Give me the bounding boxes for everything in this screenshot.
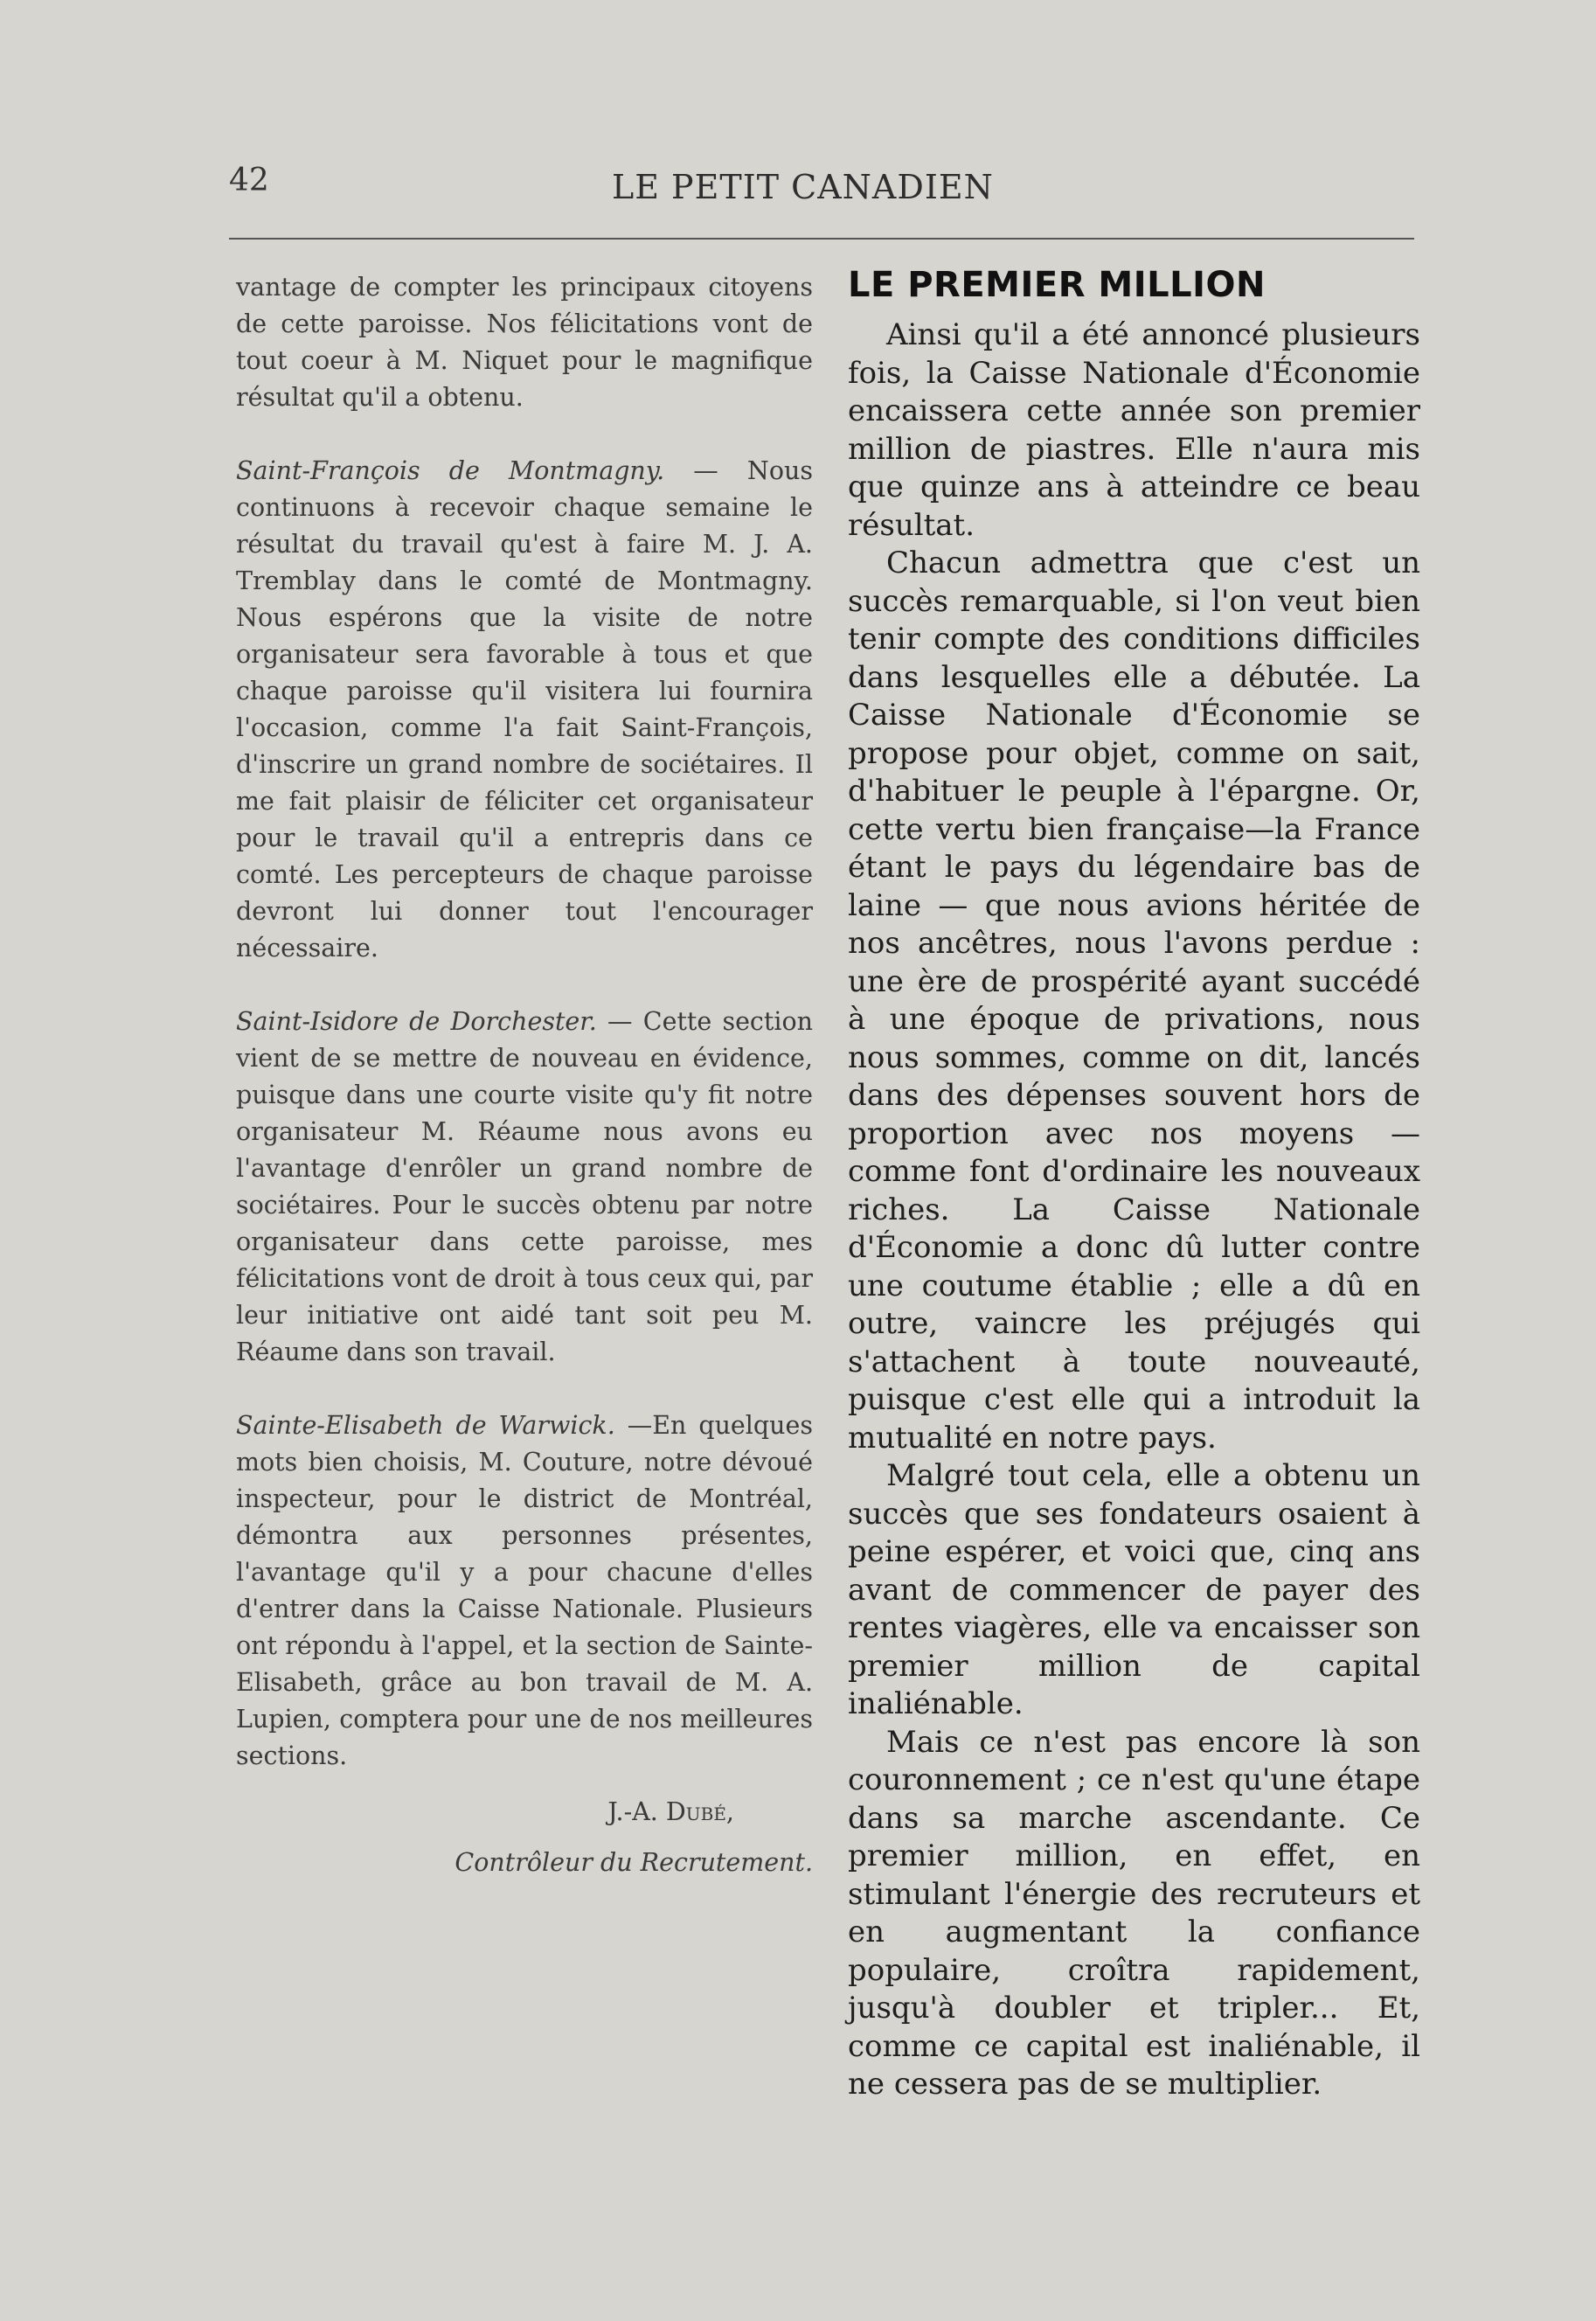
section-lead-dorchester: Saint-Isidore de Dorchester. [236,1007,597,1036]
running-title: LE PETIT CANADIEN [612,168,994,206]
article-paragraph-3: Malgré tout cela, elle a obtenu un succès que ses fondateurs osaient à peine espérer, et voici que, cinq ans avant de commencer de payer des rentes viagères, elle va encaisser son premier million de capital inaliénable. [848,1458,1420,1721]
paragraph-text: —En quelques mots bien choisis, M. Couture, notre dévoué inspecteur, pour le district de Montréal, démontra aux personnes présentes, l'avantage qu'il y a pour chacune d'elles d'entrer dans la Caisse Nationale. Plusieurs ont répondu à l'appel, et la section de Sainte-Elisabeth, grâce au bon travail de M. A. Lupien, comptera pour une de nos meilleures sections. [236,1411,814,1770]
paragraph-dorchester [236,1004,813,1371]
paragraph-text: — Nous continuons à recevoir chaque semaine le résultat du travail qu'est à faire M. J. A. Tremblay dans le comté de Montmagny. Nous espérons que la visite de notre organisateur sera favorable à tous et que chaque paroisse qu'il visitera lui fournira l'occasion, comme l'a fait Saint-François, d'inscrire un grand nombre de sociétaires. Il me fait plaisir de féliciter cet organisateur pour le travail qu'il a entrepris dans ce comté. Les percepteurs de chaque paroisse devront lui donner tout l'encourager nécessaire. [236,456,813,962]
signature-title: Contrôleur du Recrutement. [455,1848,813,1877]
section-lead-warwick: Sainte-Elisabeth de Warwick. [236,1411,615,1440]
paragraph-text: — Cette section vient de se mettre de nouveau en évidence, puisque dans une courte visite qu'y fit notre organisateur M. Réaume nous avons eu l'avantage d'enrôler un grand nombre de sociétaires. Pour le succès obtenu par notre organisateur dans cette paroisse, mes félicitations vont de droit à tous ceux qui, par leur initiative ont aidé tant soit peu M. Réaume dans son travail. [236,1007,813,1366]
paragraph-text: vantage de compter les principaux citoyens de cette paroisse. Nos félicitations vont de tout coeur à M. Niquet pour le magnifique résultat qu'il a obtenu. [236,273,813,412]
left-column [236,269,813,1881]
paragraph-montmagny [236,453,813,967]
article-title: LE PREMIER MILLION [848,265,1266,305]
right-column [848,262,1420,2104]
header-rule [229,238,1414,240]
section-lead-montmagny: Saint-François de Montmagny. [236,456,665,485]
article-paragraph-4: Mais ce n'est pas encore là son couronnement ; ce n'est qu'une étape dans sa marche ascendante. Ce premier million, en effet, en stimulant l'énergie des recruteurs et en augmentant la confiance populaire, croîtra rapidement, jusqu'à doubler et tripler... Et, comme ce capital est inaliénable, il ne cessera pas de se multiplier. [848,1724,1420,2102]
article-paragraph-2: Chacun admettra que c'est un succès remarquable, si l'on veut bien tenir compte des conditions difficiles dans lesquelles elle a débutée. La Caisse Nationale d'Économie se propose pour objet, comme on sait, d'habituer le peuple à l'épargne. Or, cette vertu bien française—la France étant le pays du légendaire bas de laine — que nous avions héritée de nos ancêtres, nous l'avons perdue : une ère de prospérité ayant succédé à une époque de privations, nous nous sommes, comme on dit, lancés dans des dépenses souvent hors de proportion avec nos moyens — comme font d'ordinaire les nouveaux riches. La Caisse Nationale d'Économie a donc dû lutter contre une coutume établie ; elle a dû en outre, vaincre les préjugés qui s'attachent à toute nouveauté, puisque c'est elle qui a introduit la mutualité en notre pays. [848,546,1420,1456]
signature-name-text: J.-A. Dubé, [607,1797,734,1826]
page-number: 42 [229,163,269,198]
article-paragraph-1: Ainsi qu'il a été annoncé plusieurs fois, la Caisse Nationale d'Économie encaissera cette année son premier million de piastres. Elle n'aura mis que quinze ans à atteindre ce beau résultat. [848,317,1420,543]
signature-name [236,1794,813,1831]
paragraph-warwick [236,1407,813,1775]
paragraph-continuation [236,269,813,416]
